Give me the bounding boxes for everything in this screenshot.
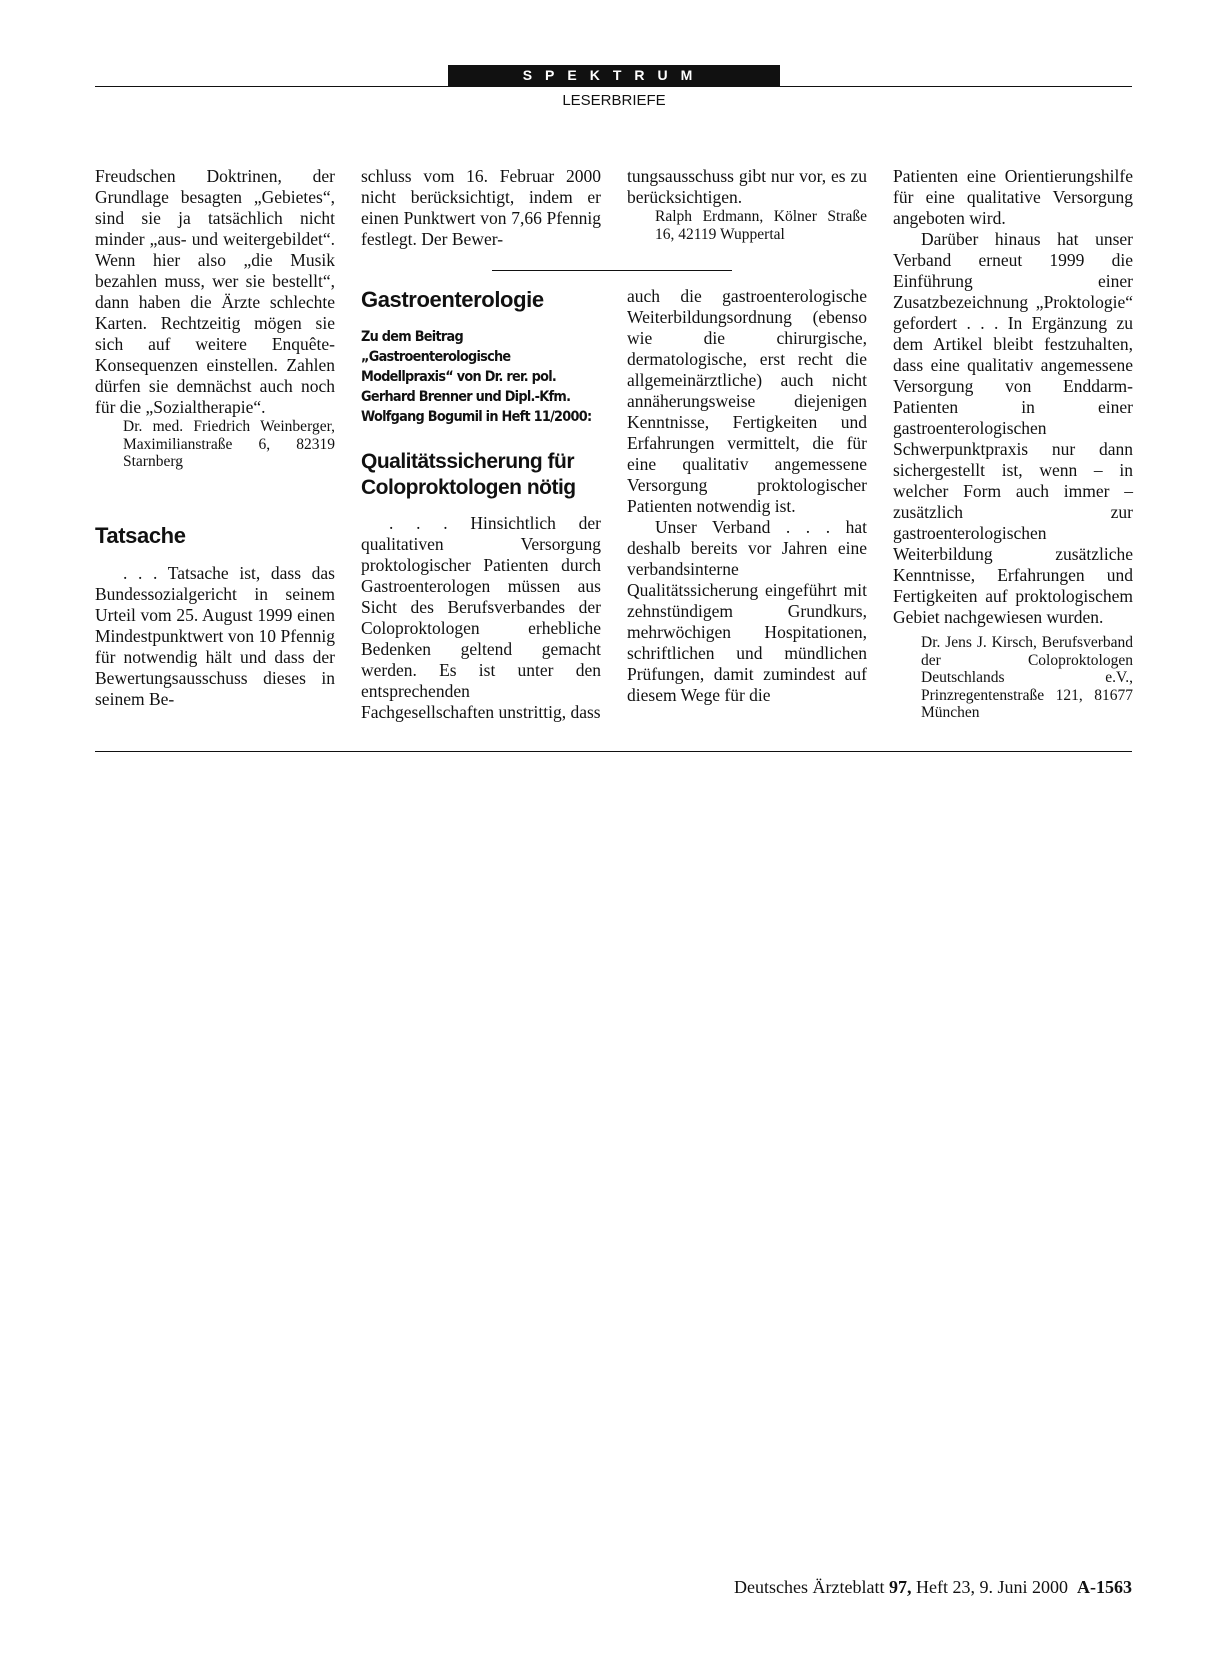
column-1 [95, 166, 335, 710]
letter-paragraph: . . . Hinsichtlich der qualitativen Versorgung proktologischer Patienten durch Gastroenterologen müssen aus Sicht des Berufsverbandes der Coloproktologen erhebliche Bedenken geltend gemacht werden. Es ist unter den entsprechenden Fachgesellschaften unstrittig, dass [361, 513, 601, 722]
letter-paragraph: . . . Tatsache ist, dass das Bundessozialgericht in seinem Urteil vom 25. August 1999 einen Mindestpunktwert von 10 Pfennig für notwendig hält und dass der Bewertungsausschuss dieses in seinem Be- [95, 562, 335, 709]
letter-paragraph: auch die gastroenterologische Weiterbildungsordnung (ebenso wie die chirurgische, dermatologische, erst recht die allgemeinärztliche) auch nicht annäherungsweise diejenigen Kenntnisse, Fertigkeiten und Erfahrungen vermittelt, die für eine qualitativ angemessene Versorgung proktologischer Patienten notwendig ist. [627, 286, 867, 516]
topic-heading: Gastroenterologie [361, 287, 544, 312]
column-4 [893, 166, 1133, 722]
topic-heading: Tatsache [95, 522, 186, 548]
column-3 [627, 166, 867, 706]
page-number: A-1563 [1077, 1577, 1132, 1597]
letter-paragraph: schluss vom 16. Februar 2000 nicht berücksichtigt, indem er einen Punktwert von 7,66 Pfennig festlegt. Der Bewer- [361, 166, 601, 249]
letter-paragraph: Darüber hinaus hat unser Verband erneut 1999 die Einführung einer Zusatzbezeichnung „Proktologie“ gefordert . . . In Ergänzung zu dem Artikel bleibt festzuhalten, dass eine qualitativ angemessene Versorgung von Enddarm-Patienten in einer gastroenterologischen Schwerpunktpraxis nur dann sichergestellt ist, wenn – in welcher Form auch immer – zusätzlich zur gastroenterologischen Weiterbildung zusätzliche Kenntnisse, Erfahrungen und Fertigkeiten auf proktologischem Gebiet nachgewiesen wurden. [893, 229, 1133, 627]
journal-volume: 97, [889, 1577, 912, 1597]
header-rule [95, 86, 1132, 87]
letter-paragraph: Unser Verband . . . hat deshalb bereits vor Jahren eine verbandsinterne Qualitätssicherung eingeführt mit zehnstündigem Grundkurs, mehrwöchigen Hospitationen, schriftlichen und mündlichen Prüfungen, damit zumindest auf diesem Wege für die [627, 517, 867, 705]
issue-date: Heft 23, 9. Juni 2000 [916, 1577, 1068, 1597]
subsection-label: LESERBRIEFE [562, 92, 666, 109]
letter-signature: Dr. med. Friedrich Weinberger, Maximilianstraße 6, 82319 Starnberg [123, 418, 335, 470]
letter-signature: Dr. Jens J. Kirsch, Berufsverband der Coloproktologen Deutschlands e.V., Prinzregentenstraße 121, 81677 München [921, 634, 1133, 721]
letter-heading: Qualitätssicherung für Coloproktologen nötig [361, 450, 576, 499]
section-label: SPEKTRUM [448, 65, 780, 86]
section-divider [492, 270, 732, 271]
content-end-rule [95, 751, 1132, 752]
article-reference: Zu dem Beitrag „Gastroenterologische Modellpraxis“ von Dr. rer. pol. Gerhard Brenner und Dipl.-Kfm. Wolfgang Bogumil in Heft 11/2000: [361, 329, 592, 425]
letter-signature: Ralph Erdmann, Kölner Straße 16, 42119 Wuppertal [655, 208, 867, 243]
journal-name: Deutsches Ärzteblatt [734, 1577, 885, 1597]
page-footer [734, 1577, 1132, 1598]
letter-paragraph: tungsausschuss gibt nur vor, es zu berücksichtigen. [627, 166, 867, 207]
letter-paragraph: Patienten eine Orientierungshilfe für eine qualitative Versorgung angeboten wird. [893, 166, 1133, 228]
column-2 [361, 166, 601, 723]
letter-paragraph: Freudschen Doktrinen, der Grundlage besagten „Gebietes“, sind sie ja tatsächlich nicht minder „aus- und weitergebildet“. Wenn hier also „die Musik bezahlen muss, wer sie bestellt“, dann haben die Ärzte schlechte Karten. Rechtzeitig mögen sie sich auf weitere Enquête-Konsequenzen einstellen. Zahlen dürfen sie demnächst auch noch für die „Sozialtherapie“. [95, 166, 335, 417]
